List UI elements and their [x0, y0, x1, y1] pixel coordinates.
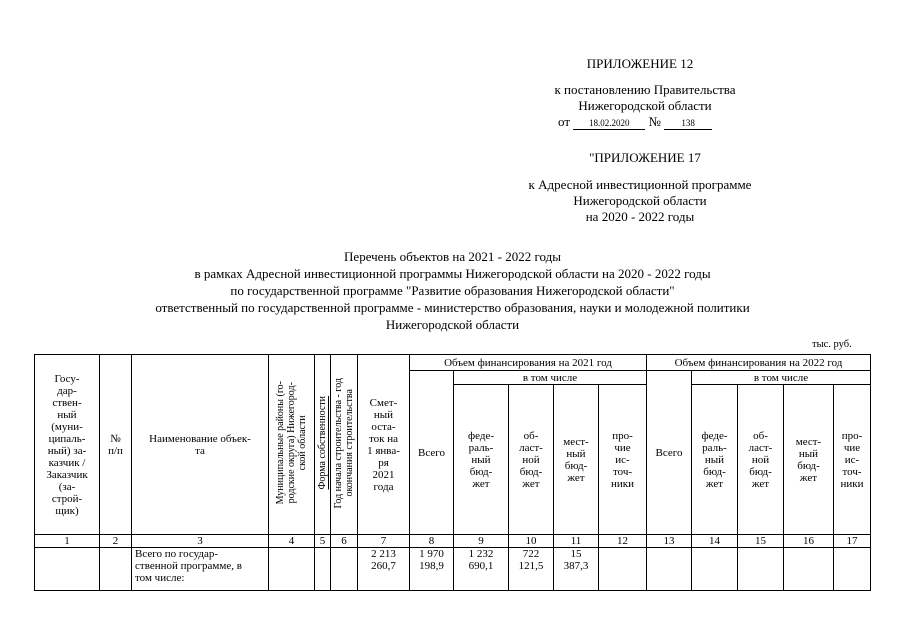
cell-year: [331, 548, 358, 591]
header-year-cell: [331, 355, 358, 535]
col-num: 12: [599, 535, 647, 548]
header-federal-2021: феде- раль- ный бюд- жет: [454, 385, 509, 535]
header-object-name: Наименование объек- та: [132, 355, 269, 535]
doc-title-line4: ответственный по государственной программе - министерство образования, науки и молодежной политики: [155, 300, 750, 315]
cell-total-2022: [647, 548, 692, 591]
units-label: тыс. руб.: [812, 339, 852, 350]
doc-title-line2: в рамках Адресной инвестиционной программы Нижегородской области на 2020 - 2022 годы: [194, 266, 711, 281]
col-num: 15: [738, 535, 784, 548]
cell-district: [269, 548, 315, 591]
col-num: 10: [509, 535, 554, 548]
doc-title-line1: Перечень объектов на 2021 - 2022 годы: [344, 249, 561, 264]
col-num: 2: [100, 535, 132, 548]
cell-ownership: [315, 548, 331, 591]
appendix-date-line: [558, 114, 758, 130]
appendix17-line2: Нижегородской области: [573, 193, 707, 208]
header-district-cell: [269, 355, 315, 535]
col-num: 9: [454, 535, 509, 548]
col-num: 7: [358, 535, 410, 548]
col-num: 11: [554, 535, 599, 548]
header-local-2022: мест- ный бюд- жет: [784, 385, 834, 535]
header-total-2022: Всего: [647, 371, 692, 535]
appendix17-line3: на 2020 - 2022 годы: [585, 209, 695, 224]
table-row: [35, 548, 871, 591]
col-num: 16: [784, 535, 834, 548]
header-fin-2022: Объем финансирования на 2022 год: [647, 355, 871, 371]
cell-other-2022: [834, 548, 871, 591]
header-number: № п/п: [100, 355, 132, 535]
col-num: 17: [834, 535, 871, 548]
header-regional-2022: об- ласт- ной бюд- жет: [738, 385, 784, 535]
cell-regional-2021: 722 121,5: [509, 548, 554, 591]
appendix-title: ПРИЛОЖЕНИЕ 12: [586, 56, 694, 71]
date-value: 18.02.2020: [573, 118, 645, 130]
header-balance: Смет- ный оста- ток на 1 янва- ря 2021 года: [358, 355, 410, 535]
header-ownership-cell: [315, 355, 331, 535]
number-value: 138: [664, 118, 712, 130]
cell-federal-2022: [692, 548, 738, 591]
header-other-2022: про- чие ис- точ- ники: [834, 385, 871, 535]
appendix17-title: "ПРИЛОЖЕНИЕ 17: [589, 150, 701, 165]
col-num: 13: [647, 535, 692, 548]
col-num: 1: [35, 535, 100, 548]
header-local-2021: мест- ный бюд- жет: [554, 385, 599, 535]
col-num: 5: [315, 535, 331, 548]
cell-total-2021: 1 970 198,9: [410, 548, 454, 591]
doc-title-line5: Нижегородской области: [385, 317, 520, 332]
col-num: 8: [410, 535, 454, 548]
cell-number: [100, 548, 132, 591]
cell-local-2022: [784, 548, 834, 591]
column-number-row: [35, 535, 871, 548]
appendix-line1: к постановлению Правительства: [554, 82, 736, 97]
header-regional-2021: об- ласт- ной бюд- жет: [509, 385, 554, 535]
header-other-2021: про- чие ис- точ- ники: [599, 385, 647, 535]
col-num: 3: [132, 535, 269, 548]
objects-table: [34, 354, 871, 591]
col-num: 4: [269, 535, 315, 548]
cell-local-2021: 15 387,3: [554, 548, 599, 591]
appendix-line2: Нижегородской области: [578, 98, 712, 113]
header-federal-2022: феде- раль- ный бюд- жет: [692, 385, 738, 535]
header-customer: Госу- дар- ствен- ный (муни- ципаль- ный) за- казчик / Заказчик (за- строй- щик): [35, 355, 100, 535]
cell-regional-2022: [738, 548, 784, 591]
col-num: 14: [692, 535, 738, 548]
number-label: №: [648, 114, 661, 129]
cell-federal-2021: 1 232 690,1: [454, 548, 509, 591]
header-year: Год начала строительства - год окончания строительства: [333, 377, 355, 509]
cell-customer: [35, 548, 100, 591]
header-district: Муниципальные районы (го- родские округа) Нижегород- ской области: [275, 381, 308, 505]
appendix17-line1: к Адресной инвестиционной программе: [528, 177, 752, 192]
doc-title-line3: по государственной программе "Развитие образования Нижегородской области": [230, 283, 675, 298]
cell-object-name: Всего по государ- ственной программе, в том числе:: [132, 548, 269, 591]
cell-other-2021: [599, 548, 647, 591]
col-num: 6: [331, 535, 358, 548]
header-fin-2021: Объем финансирования на 2021 год: [410, 355, 647, 371]
header-incl-2021: в том числе: [454, 371, 647, 385]
header-incl-2022: в том числе: [692, 371, 871, 385]
from-label: от: [558, 114, 571, 129]
header-total-2021: Всего: [410, 371, 454, 535]
cell-balance: 2 213 260,7: [358, 548, 410, 591]
header-ownership: Форма собственности: [317, 396, 328, 490]
